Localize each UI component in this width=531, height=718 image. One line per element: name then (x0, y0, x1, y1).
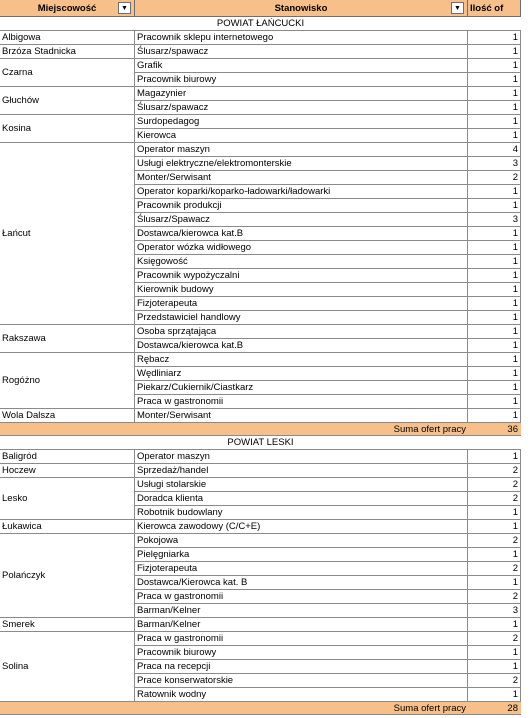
position-cell[interactable]: Praca na recepcji (135, 660, 468, 673)
position-cell[interactable]: Ślusarz/Spawacz (135, 213, 468, 226)
header-label-count: Ilość of (470, 2, 504, 14)
count-cell[interactable]: 3 (468, 157, 521, 170)
count-cell[interactable]: 2 (468, 171, 521, 184)
count-cell[interactable]: 2 (468, 674, 521, 687)
position-cell[interactable]: Kierowca zawodowy (C/C+E) (135, 520, 468, 533)
count-cell[interactable]: 1 (468, 255, 521, 268)
position-cell[interactable]: Przedstawiciel handlowy (135, 311, 468, 324)
position-cell[interactable]: Grafik (135, 59, 468, 72)
total-row (0, 702, 521, 715)
position-cell[interactable]: Fizjoterapeuta (135, 562, 468, 575)
location-cell[interactable]: Łukawica (0, 520, 135, 534)
count-cell[interactable]: 1 (468, 646, 521, 659)
count-cell[interactable]: 1 (468, 353, 521, 366)
position-cell[interactable]: Pracownik wypożyczalni (135, 269, 468, 282)
count-cell[interactable]: 1 (468, 297, 521, 310)
location-cell[interactable]: Rogóżno (0, 353, 135, 409)
position-cell[interactable]: Magazynier (135, 87, 468, 100)
count-cell[interactable]: 1 (468, 311, 521, 324)
count-cell[interactable]: 1 (468, 339, 521, 352)
position-cell[interactable]: Ratownik wodny (135, 688, 468, 701)
count-cell[interactable]: 2 (468, 492, 521, 505)
position-cell[interactable]: Monter/Serwisant (135, 409, 468, 422)
position-cell[interactable]: Fizjoterapeuta (135, 297, 468, 310)
position-cell[interactable]: Rębacz (135, 353, 468, 366)
count-cell[interactable]: 1 (468, 199, 521, 212)
count-cell[interactable]: 1 (468, 115, 521, 128)
header-row (0, 0, 521, 17)
count-cell[interactable]: 3 (468, 213, 521, 226)
count-cell[interactable]: 1 (468, 688, 521, 701)
position-cell[interactable]: Doradca klienta (135, 492, 468, 505)
count-cell[interactable]: 1 (468, 450, 521, 463)
header-label-location: Miejscowość (37, 2, 97, 14)
position-cell[interactable]: Barman/Kelner (135, 604, 468, 617)
position-cell[interactable]: Robotnik budowlany (135, 506, 468, 519)
count-cell[interactable]: 1 (468, 101, 521, 114)
header-cell-position[interactable] (135, 0, 468, 16)
location-cell[interactable]: Kosina (0, 115, 135, 143)
dropdown-arrow-icon[interactable]: ▼ (118, 2, 131, 14)
position-cell[interactable]: Piekarz/Cukiernik/Ciastkarz (135, 381, 468, 394)
position-cell[interactable]: Pracownik biurowy (135, 73, 468, 86)
count-cell[interactable]: 2 (468, 464, 521, 477)
total-label: Suma ofert pracy (393, 424, 466, 435)
section-title: POWIAT ŁAŃCUCKI (0, 17, 521, 31)
position-cell[interactable]: Usługi elektryczne/elektromonterskie (135, 157, 468, 170)
position-cell[interactable]: Kierownik budowy (135, 283, 468, 296)
position-cell[interactable]: Surdopedagog (135, 115, 468, 128)
dropdown-arrow-icon[interactable]: ▼ (451, 2, 464, 14)
count-cell[interactable]: 1 (468, 576, 521, 589)
count-cell[interactable]: 1 (468, 395, 521, 408)
count-cell[interactable]: 1 (468, 227, 521, 240)
sheet-edge (521, 0, 531, 718)
total-row (0, 423, 521, 436)
position-cell[interactable]: Pielęgniarka (135, 548, 468, 561)
position-cell[interactable]: Operator koparki/koparko-ładowarki/ładowarki (135, 185, 468, 198)
position-cell[interactable]: Ślusarz/spawacz (135, 45, 468, 58)
count-cell[interactable]: 1 (468, 269, 521, 282)
location-cell[interactable]: Lesko (0, 478, 135, 520)
position-cell[interactable]: Pracownik biurowy (135, 646, 468, 659)
section-title: POWIAT LESKI (0, 436, 521, 450)
position-cell[interactable]: Pracownik sklepu internetowego (135, 31, 468, 44)
location-cell[interactable]: Smerek (0, 618, 135, 632)
total-label: Suma ofert pracy (393, 703, 466, 714)
count-cell[interactable]: 1 (468, 283, 521, 296)
position-cell[interactable]: Monter/Serwisant (135, 171, 468, 184)
header-label-position: Stanowisko (274, 2, 328, 14)
count-cell[interactable]: 2 (468, 632, 521, 645)
location-cell[interactable]: Wola Dalsza (0, 409, 135, 423)
count-cell[interactable]: 1 (468, 548, 521, 561)
count-cell[interactable]: 1 (468, 325, 521, 338)
position-cell[interactable]: Dostawca/kierowca kat.B (135, 227, 468, 240)
position-cell[interactable]: Pracownik produkcji (135, 199, 468, 212)
count-cell[interactable]: 1 (468, 367, 521, 380)
count-cell[interactable]: 2 (468, 562, 521, 575)
location-cell[interactable]: Łańcut (0, 143, 135, 325)
count-cell[interactable]: 2 (468, 478, 521, 491)
count-cell[interactable]: 1 (468, 31, 521, 44)
position-cell[interactable]: Kierowca (135, 129, 468, 142)
count-cell[interactable]: 3 (468, 604, 521, 617)
location-cell[interactable]: Albigowa (0, 31, 135, 45)
total-value[interactable]: 36 (507, 424, 518, 435)
count-cell[interactable]: 1 (468, 73, 521, 86)
position-cell[interactable]: Operator maszyn (135, 143, 468, 156)
total-value[interactable]: 28 (507, 703, 518, 714)
location-cell[interactable]: Głuchów (0, 87, 135, 115)
position-cell[interactable]: Sprzedaż/handel (135, 464, 468, 477)
location-cell[interactable]: Baligród (0, 450, 135, 464)
count-cell[interactable]: 1 (468, 618, 521, 631)
count-cell[interactable]: 1 (468, 185, 521, 198)
position-cell[interactable]: Osoba sprzątająca (135, 325, 468, 338)
position-cell[interactable]: Ślusarz/spawacz (135, 101, 468, 114)
count-cell[interactable]: 1 (468, 660, 521, 673)
location-cell[interactable]: Polańczyk (0, 534, 135, 618)
count-cell[interactable]: 1 (468, 409, 521, 422)
count-cell[interactable]: 1 (468, 381, 521, 394)
count-cell[interactable]: 1 (468, 87, 521, 100)
count-cell[interactable]: 1 (468, 506, 521, 519)
count-cell[interactable]: 2 (468, 590, 521, 603)
position-cell[interactable]: Operator maszyn (135, 450, 468, 463)
position-cell[interactable]: Usługi stolarskie (135, 478, 468, 491)
position-cell[interactable]: Pokojowa (135, 534, 468, 547)
position-cell[interactable]: Praca w gastronomii (135, 395, 468, 408)
position-cell[interactable]: Barman/Kelner (135, 618, 468, 631)
position-cell[interactable]: Dostawca/kierowca kat.B (135, 339, 468, 352)
location-cell[interactable]: Rakszawa (0, 325, 135, 353)
position-cell[interactable]: Księgowość (135, 255, 468, 268)
count-cell[interactable]: 1 (468, 520, 521, 533)
location-cell[interactable]: Hoczew (0, 464, 135, 478)
position-cell[interactable]: Praca w gastronomii (135, 590, 468, 603)
position-cell[interactable]: Prace konserwatorskie (135, 674, 468, 687)
location-cell[interactable]: Solina (0, 632, 135, 702)
position-cell[interactable]: Dostawca/Kierowca kat. B (135, 576, 468, 589)
count-cell[interactable]: 4 (468, 143, 521, 156)
count-cell[interactable]: 2 (468, 534, 521, 547)
count-cell[interactable]: 1 (468, 59, 521, 72)
position-cell[interactable]: Praca w gastronomii (135, 632, 468, 645)
location-cell[interactable]: Brzóza Stadnicka (0, 45, 135, 59)
header-cell-count[interactable] (468, 0, 521, 16)
location-cell[interactable]: Czarna (0, 59, 135, 87)
count-cell[interactable]: 1 (468, 241, 521, 254)
count-cell[interactable]: 1 (468, 45, 521, 58)
header-cell-location[interactable] (0, 0, 135, 16)
position-cell[interactable]: Wędliniarz (135, 367, 468, 380)
count-cell[interactable]: 1 (468, 129, 521, 142)
position-cell[interactable]: Operator wózka widłowego (135, 241, 468, 254)
